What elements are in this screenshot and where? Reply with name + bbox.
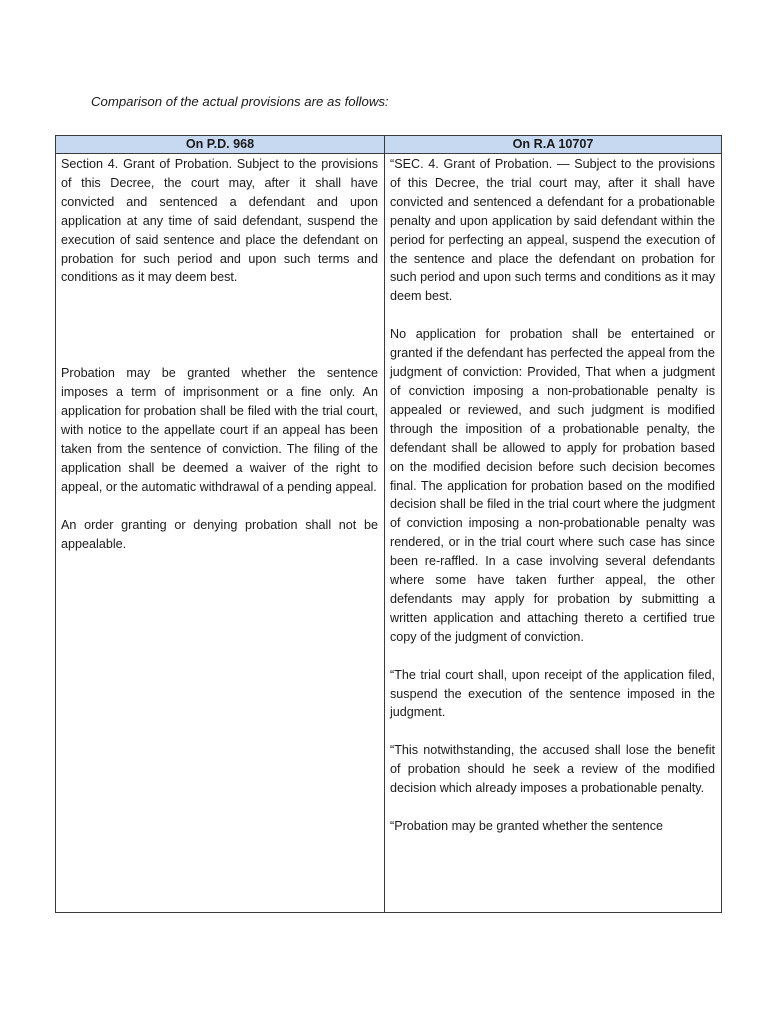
pd-968-cell	[56, 154, 385, 913]
table-body-row	[56, 154, 722, 913]
pd-section-4-paragraph: Section 4. Grant of Probation. Subject to the provisions of this Decree, the court may, after it shall have convicted and sentenced a defendant and upon application at any time of said defendant, suspend the execution of said sentence and place the defendant on probation for such period and upon such terms and conditions as it may deem best.	[61, 157, 378, 285]
ra-no-application-paragraph: No application for probation shall be entertained or granted if the defendant has perfected the appeal from the judgment of conviction: Provided, That when a judgment of conviction imposing a non-probationable penalty is appealed or reviewed, and such judgment is modified through the imposition of a probationable penalty, the defendant shall be allowed to apply for probation based on the modified decision before such decision becomes final. The application for probation based on the modified decision shall be filed in the trial court where the judgment of conviction imposing a non-probationable penalty was rendered, or in the trial court where such case has since been re-raffled. In a case involving several defendants where some have taken further appeal, the other defendants may apply for probation by submitting a written application and attaching thereto a certified true copy of the judgment of conviction.	[390, 327, 715, 644]
ra-notwithstanding-paragraph: “This notwithstanding, the accused shall lose the benefit of probation should he seek a review of the modified decision which already imposes a probationable penalty.	[390, 743, 715, 796]
pd-probation-paragraph: Probation may be granted whether the sentence imposes a term of imprisonment or a fine only. An application for probation shall be filed with the trial court, with notice to the appellate court if an appeal has been taken from the sentence of conviction. The filing of the application shall be deemed a waiver of the right to appeal, or the automatic withdrawal of a pending appeal.	[61, 366, 378, 494]
header-ra-10707: On R.A 10707	[385, 136, 722, 154]
table-header-row	[56, 136, 722, 154]
ra-probation-paragraph: “Probation may be granted whether the sentence	[390, 819, 664, 834]
pd-order-paragraph: An order granting or denying probation shall not be appealable.	[61, 517, 378, 551]
comparison-table	[55, 135, 722, 913]
ra-trial-court-paragraph: “The trial court shall, upon receipt of the application filed, suspend the execution of the sentence imposed in the judgment.	[390, 667, 715, 720]
ra-10707-cell	[385, 154, 722, 913]
header-pd-968: On P.D. 968	[56, 136, 385, 154]
ra-section-4-paragraph: “SEC. 4. Grant of Probation. — Subject to the provisions of this Decree, the trial court may, after it shall have convicted and sentenced a defendant for a probationable penalty and upon application by said defendant within the period for perfecting an appeal, suspend the execution of the sentence and place the defendant on probation for such period and upon such terms and conditions as it may deem best.	[390, 157, 715, 304]
intro-text: Comparison of the actual provisions are as follows:	[91, 94, 389, 109]
